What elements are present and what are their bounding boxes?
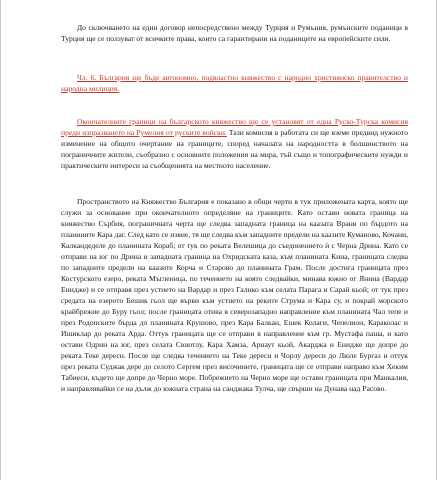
article-6-heading	[61, 72, 408, 94]
paragraph-text: До сключването на един договор непосредствено между Турция и Румъния, румънските поданици в Турция ще се ползуват от всичките права, които са гарантирани на поданиците на европейските сили.	[61, 23, 408, 43]
paragraph-text: Пространството на Княжество България е показано в общи черти в тук приложената карта, която ще служи за основание при окончателното определяне на границите. Като остави новата граница на княжество Сърбия, пограничната черта ще следва западната граница на каазата Враня по бърдото на планините Кара даг. След като се извие, тя ще следва към западните предели на каазите Куманово, Кочани, Калкандеделе до планината Кораб; от тук по реката Велешица до съединението ѝ с Черна Дрина. Като се отправи на юг по Дрина и западната граница на Охридската каза, към планината Кина, границата следва по западните предели на каазите Корча и Старово до планината Грам. После достига границата през Костурското езеро, реката Мъгленица, по течението на която следвайки, минава южно от Янина (Вардар Енидже) и се отправя през устието на Вардар и през Галико към селата Парага и Сарай кьой; от тук през средата на езерото Бешик гьол ще върви към устието на реките Струма и Кара су, и покрай морското крайбрежие до Буру гьол; после границата отива в северозападно направление към планината Чал тепе и през Родопските бърда до планината Крушово, през Кара Балкан, Ешек Колаги, Чепелион, Караколас и Ишиклар до реката Арда. Оттук границата ще се отправи в направление към гр. Мустафа паша, и като остави Одрин на юг, през селата Сюютлу, Кара Хамза, Арнаут кьой, Акарджа и Енидже ще допре до реката Теке дереси. После ще следва течението на Теке дереси и Чорлу дереси до Люле Бургаз и оттук през реката Суджак дере до селото Сергем през височините, границата ще се отправи направо към Хеким Табиеси, където ще допре до Черно море. Побрежието на Черно море ще остави границата при Манкалия, и направлявайки се на дълж до южната страна на санджака Тулча, ще свърши на Дунава над Расово.	[61, 197, 408, 393]
paragraph-territory-description	[61, 196, 408, 394]
paragraph-text: Тази комисия в работата си ще вземе предвид нужното изменение на общото очертание на границите, според началата на народността в болшинството на пограничните жители, съобразно с основните положения на мира, тъй също и топографическите нужди и практическите интереси за съобщенията на местното население.	[61, 128, 408, 170]
highlighted-text: Окончателните граници на българското княжество ще се установят от една Руско-Турска комисия преди изпразването на Румелия от руските войски.	[61, 117, 408, 137]
article-6-text: Чл. 6. България ще бъде автономно, подвластно княжество с народно християнско правителство и народна милиция.	[61, 73, 408, 93]
paragraph-borders-commission	[61, 116, 408, 171]
paragraph-romanian-subjects	[61, 22, 408, 44]
